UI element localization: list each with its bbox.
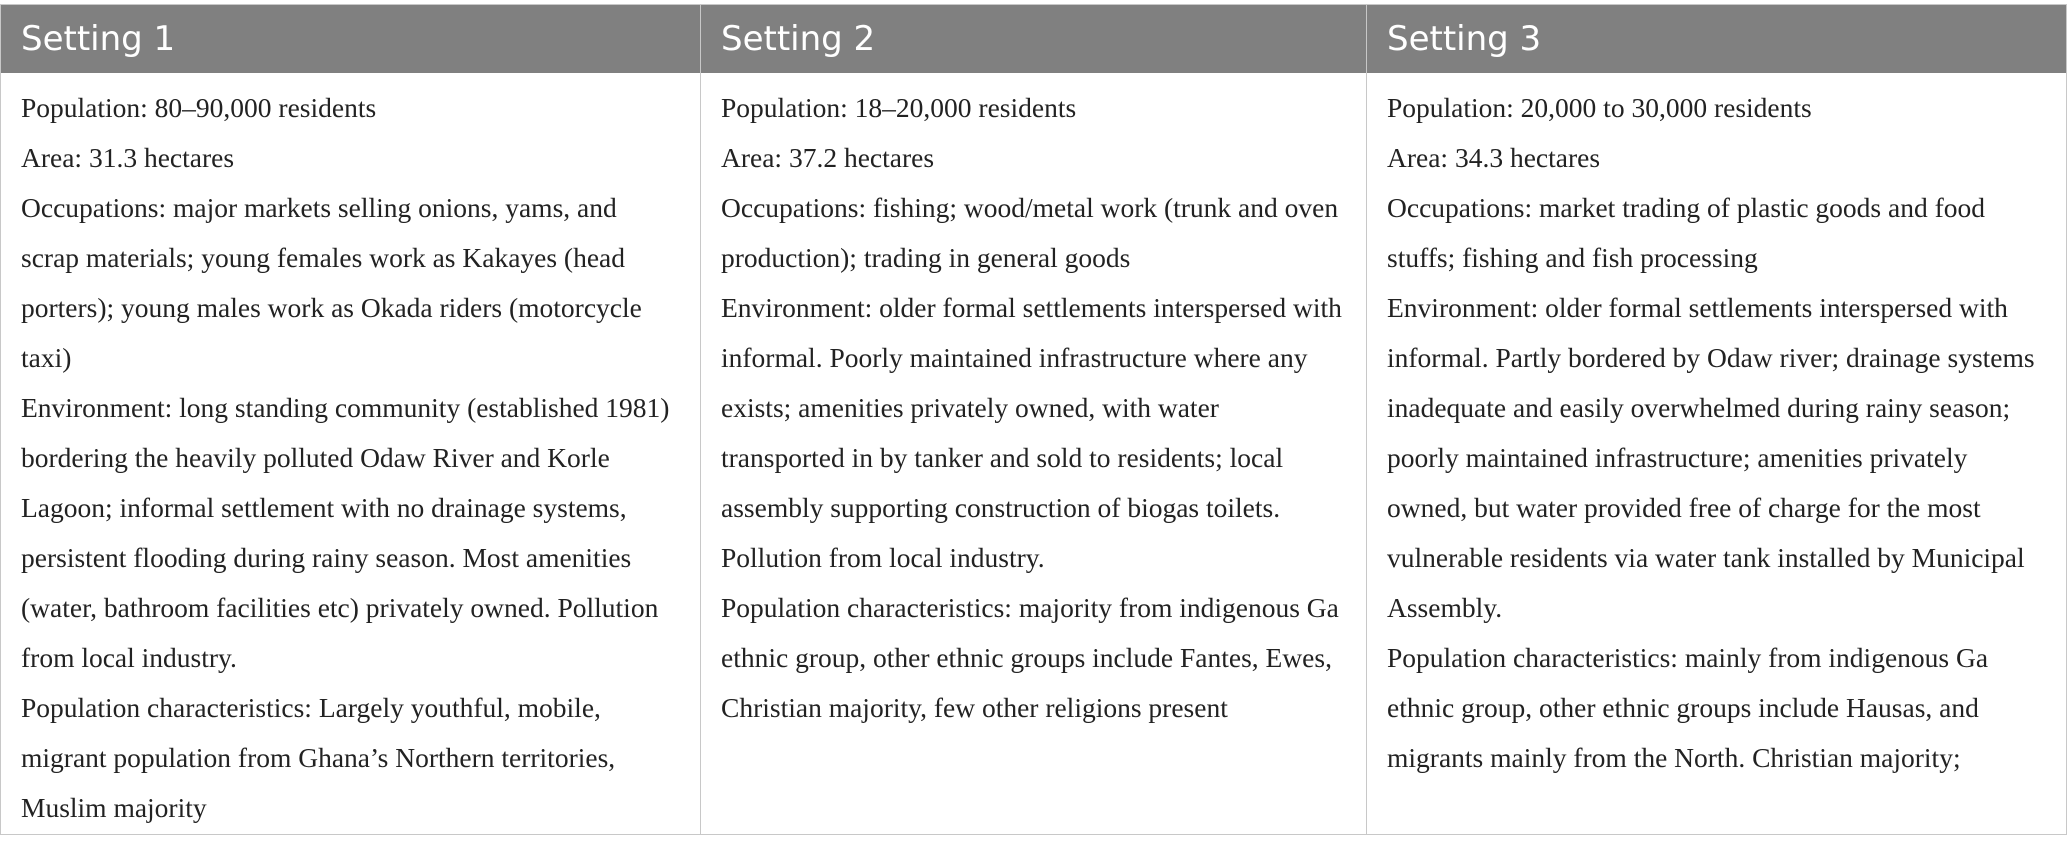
cell-setting-1	[1, 73, 701, 834]
header-setting-2: Setting 2	[701, 5, 1367, 73]
setting-2-occupations: Occupations: fishing; wood/metal work (trunk and oven production); trading in general goods	[721, 192, 1339, 273]
setting-3-area: Area: 34.3 hectares	[1387, 142, 1601, 173]
settings-table	[0, 4, 2067, 835]
setting-2-area: Area: 37.2 hectares	[721, 142, 935, 173]
setting-2-population-characteristics: Population characteristics: majority from indigenous Ga ethnic group, other ethnic groups include Fantes, Ewes, Christian majority, few other religions present	[721, 592, 1339, 723]
cell-setting-3	[1367, 73, 2066, 834]
setting-3-occupations: Occupations: market trading of plastic goods and food stuffs; fishing and fish processing	[1387, 192, 1985, 273]
setting-3-population: Population: 20,000 to 30,000 residents	[1387, 92, 1812, 123]
setting-1-population-characteristics: Population characteristics: Largely youthful, mobile, migrant population from Ghana’s Northern territories, Muslim majority	[21, 692, 616, 823]
header-setting-3: Setting 3	[1387, 19, 1542, 59]
setting-3-environment: Environment: older formal settlements interspersed with informal. Partly bordered by Odaw river; drainage systems inadequate and easily overwhelmed during rainy season; poorly maintained infrastructure; amenities privately owned, but water provided free of charge for the most vulnerable residents via water tank installed by Municipal Assembly.	[1387, 292, 2035, 623]
setting-1-area: Area: 31.3 hectares	[21, 142, 235, 173]
setting-1-population: Population: 80–90,000 residents	[21, 92, 377, 123]
setting-2-environment: Environment: older formal settlements interspersed with informal. Poorly maintained infrastructure where any exists; amenities privately owned, with water transported in by tanker and sold to residents; local assembly supporting construction of biogas toilets. Pollution from local industry.	[721, 292, 1342, 573]
setting-2-population: Population: 18–20,000 residents	[721, 92, 1077, 123]
setting-3-population-characteristics: Population characteristics: mainly from indigenous Ga ethnic group, other ethnic groups include Hausas, and migrants mainly from the North. Christian majority;	[1387, 642, 1989, 773]
header-setting-1: Setting 1	[1, 5, 701, 73]
table-body-row	[1, 73, 2066, 834]
cell-setting-2	[701, 73, 1367, 834]
table-header-row	[1, 5, 2066, 73]
setting-1-environment: Environment: long standing community (established 1981) bordering the heavily polluted Odaw River and Korle Lagoon; informal settlement with no drainage systems, persistent flooding during rainy season. Most amenities (water, bathroom facilities etc) privately owned. Pollution from local industry.	[21, 392, 670, 673]
setting-1-occupations: Occupations: major markets selling onions, yams, and scrap materials; young females work as Kakayes (head porters); young males work as Okada riders (motorcycle taxi)	[21, 192, 642, 373]
